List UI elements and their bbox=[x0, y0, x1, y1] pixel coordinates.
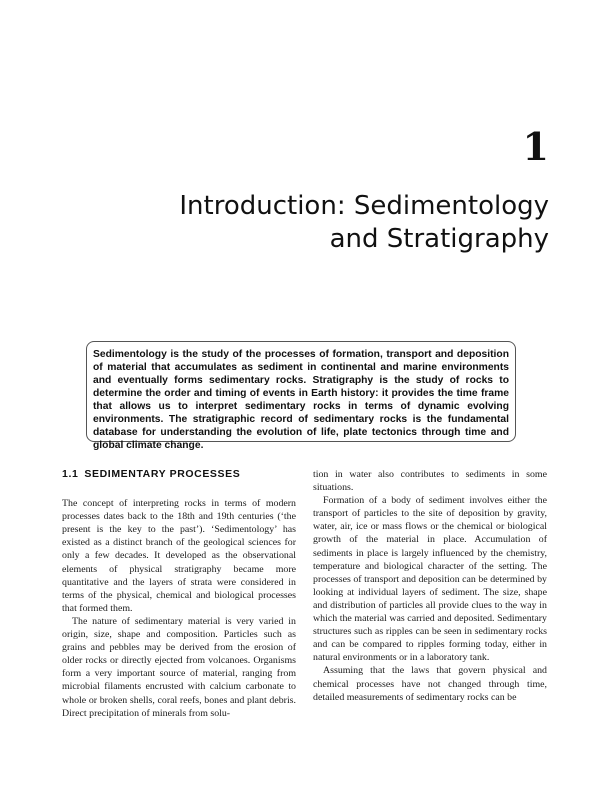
chapter-number: 1 bbox=[522, 124, 549, 169]
body-paragraph: The concept of interpreting rocks in terms of modern processes dates back to the 18th and 19th centuries (‘the present is the key to the past’). ‘Sedimentology’ has existed as a distinct branch of the geological sciences for only a few decades. It developed as the observational elements of physical stratigraphy became more quantitative and the layers of strata were considered in terms of the physical, chemical and biological processes that formed them. bbox=[62, 498, 296, 614]
section-title: SEDIMENTARY PROCESSES bbox=[84, 468, 241, 480]
body-paragraph: Formation of a body of sediment involves either the transport of particles to the site of deposition by gravity, water, air, ice or mass flows or the chemical or biological growth of the material in place. Accumulation of sediments in place is largely influenced by the chemistry, temperature and biological character of the setting. The processes of transport and deposition can be determined by looking at individual layers of sediment. The size, shape and distribution of particles all provide clues to the way in which the material was carried and deposited. Sedimentary structures such as ripples can be seen in sedimentary rocks and can be compared to ripples forming today, either in natural environments or in a laboratory tank. bbox=[313, 495, 547, 664]
body-paragraph: tion in water also contributes to sediments in some situations. bbox=[313, 469, 547, 494]
section-heading bbox=[62, 468, 296, 481]
body-paragraph: The nature of sedimentary material is very varied in origin, size, shape and composition. Particles such as grains and pebbles may be derived from the erosion of older rocks or directly ejected from volcanoes. Organisms form a very important source of material, ranging from microbial filaments encrusted with calcium carbonate to whole or broken shells, coral reefs, bones and plant debris. Direct precipitation of minerals from solu- bbox=[62, 615, 296, 719]
chapter-title-line-2: and Stratigraphy bbox=[329, 224, 549, 254]
chapter-abstract-box bbox=[86, 341, 516, 451]
chapter-abstract-text: Sedimentology is the study of the processes of formation, transport and deposition of material that accumulates as sediment in continental and marine environments and eventually forms sedimentary rocks. Stratigraphy is the study of rocks to determine the order and timing of events in Earth history: it provides the time frame that allows us to interpret sedimentary rocks in terms of dynamic evolving environments. The stratigraphic record of sedimentary rocks is the fundamental database for understanding the evolution of life, plate tectonics through time and global climate change. bbox=[93, 349, 509, 451]
chapter-title-line-1: Introduction: Sedimentology bbox=[179, 191, 549, 221]
chapter-title bbox=[129, 190, 549, 256]
section-number: 1.1 bbox=[62, 468, 79, 480]
body-paragraph: Assuming that the laws that govern physical and chemical processes have not changed through time, detailed measurements of sedimentary rocks can be bbox=[313, 665, 547, 703]
right-text-column bbox=[313, 468, 547, 704]
left-text-column bbox=[62, 468, 296, 720]
